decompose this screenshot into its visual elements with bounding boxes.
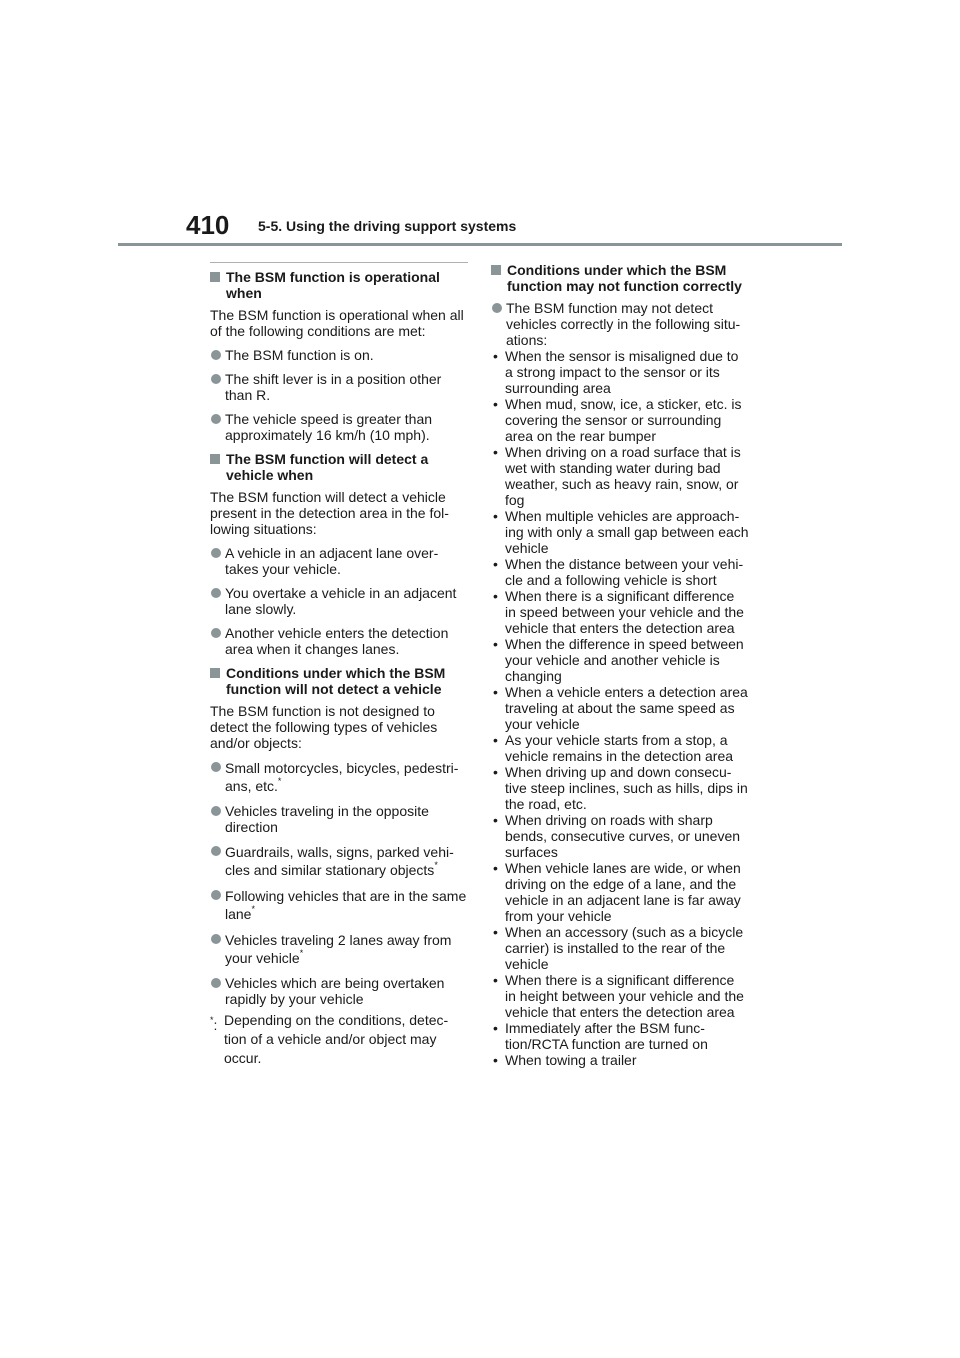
heading-may-not-function: Conditions under which the BSM function may not function correctly	[491, 262, 749, 294]
dot-bullet-icon: •	[493, 972, 498, 988]
square-bullet-icon	[210, 454, 220, 464]
list-item: The BSM function is on.	[210, 347, 468, 363]
list-item: Small motorcycles, bicycles, pedestri-ans, etc.*	[210, 759, 468, 795]
dot-bullet-icon: •	[493, 636, 498, 652]
situation-item: • When driving up and down consecu-tive steep inclines, such as hills, dips in the road, etc.	[493, 764, 748, 812]
situation-item: • When a vehicle enters a detection area traveling at about the same speed as your vehicle	[493, 684, 748, 732]
column-divider	[210, 262, 468, 263]
circle-bullet-icon	[211, 846, 221, 856]
situation-item: • When mud, snow, ice, a sticker, etc. is covering the sensor or surrounding area on the rear bumper	[493, 396, 742, 444]
dot-bullet-icon: •	[493, 444, 498, 460]
dot-bullet-icon: •	[493, 684, 498, 700]
list-item: A vehicle in an adjacent lane over-takes your vehicle.	[210, 545, 468, 577]
situation-item: • When there is a significant difference in height between your vehicle and the vehicle that enters the detection area	[493, 972, 744, 1020]
situation-item: • When driving on a road surface that is wet with standing water during bad weather, such as heavy rain, snow, or fog	[493, 444, 741, 508]
dot-bullet-icon: •	[493, 924, 498, 940]
square-bullet-icon	[210, 272, 220, 282]
dot-bullet-icon: •	[493, 588, 498, 604]
situation-item: • When the distance between your vehi-cle and a following vehicle is short	[493, 556, 744, 588]
situation-item: • When the difference in speed between your vehicle and another vehicle is changing	[493, 636, 744, 684]
square-bullet-icon	[491, 265, 501, 275]
circle-bullet-icon	[211, 978, 221, 988]
dot-bullet-icon: •	[493, 1020, 498, 1036]
circle-bullet-icon	[211, 806, 221, 816]
situation-list	[491, 348, 749, 1068]
situation-item: • When vehicle lanes are wide, or when driving on the edge of a lane, and the vehicle in an adjacent lane is far away from your vehicle	[493, 860, 741, 924]
list-item: Vehicles which are being overtaken rapidly by your vehicle	[210, 975, 468, 1007]
circle-bullet-icon	[211, 628, 221, 638]
list-item: You overtake a vehicle in an adjacent lane slowly.	[210, 585, 468, 617]
circle-bullet-icon	[211, 414, 221, 424]
list-item: Guardrails, walls, signs, parked vehi-cles and similar stationary objects*	[210, 843, 468, 879]
section-title: 5-5. Using the driving support systems	[258, 218, 517, 234]
left-column	[210, 262, 468, 1068]
list-item: The shift lever is in a position other than R.	[210, 371, 468, 403]
dot-bullet-icon: •	[493, 556, 498, 572]
dot-bullet-icon: •	[493, 860, 498, 876]
circle-bullet-icon	[211, 350, 221, 360]
heading-operational: The BSM function is operational when	[210, 269, 468, 301]
situation-item: • Immediately after the BSM func-tion/RCTA function are turned on	[493, 1020, 708, 1052]
square-bullet-icon	[210, 668, 220, 678]
list-item: Following vehicles that are in the same lane*	[210, 887, 468, 923]
circle-bullet-icon	[211, 762, 221, 772]
list-item: Another vehicle enters the detection area when it changes lanes.	[210, 625, 468, 657]
circle-bullet-icon	[211, 934, 221, 944]
situation-item: • When the sensor is misaligned due to a strong impact to the sensor or its surrounding area	[493, 348, 739, 396]
situation-item: • When towing a trailer	[493, 1052, 637, 1068]
dot-bullet-icon: •	[493, 396, 498, 412]
dot-bullet-icon: •	[493, 732, 498, 748]
situation-item: • When driving on roads with sharp bends, consecutive curves, or uneven surfaces	[493, 812, 741, 860]
dot-bullet-icon: •	[493, 1052, 498, 1068]
right-column	[491, 262, 749, 1068]
paragraph-will-detect: The BSM function will detect a vehicle present in the detection area in the fol-lowing situations:	[210, 489, 449, 537]
dot-bullet-icon: •	[493, 348, 498, 364]
situation-item: • As your vehicle starts from a stop, a vehicle remains in the detection area	[493, 732, 734, 764]
list-item: Vehicles traveling in the opposite direction	[210, 803, 468, 835]
page-number: 410	[186, 210, 230, 240]
heading-will-detect: The BSM function will detect a vehicle when	[210, 451, 468, 483]
footnote: *: Depending on the conditions, detec-tion of a vehicle and/or object may occur.	[210, 1012, 449, 1066]
heading-will-not-detect: Conditions under which the BSM function will not detect a vehicle	[210, 665, 468, 697]
situation-item: • When multiple vehicles are approach-ing with only a small gap between each vehicle	[493, 508, 749, 556]
dot-bullet-icon: •	[493, 764, 498, 780]
list-item: The BSM function may not detect vehicles correctly in the following situ-ations:	[491, 300, 749, 348]
situation-item: • When there is a significant difference in speed between your vehicle and the vehicle that enters the detection area	[493, 588, 744, 636]
header-divider	[118, 243, 842, 246]
circle-bullet-icon	[211, 374, 221, 384]
paragraph-will-not-detect: The BSM function is not designed to detect the following types of vehicles and/or objects:	[210, 703, 438, 751]
list-item: The vehicle speed is greater than approximately 16 km/h (10 mph).	[210, 411, 468, 443]
list-item: Vehicles traveling 2 lanes away from your vehicle*	[210, 931, 468, 967]
dot-bullet-icon: •	[493, 812, 498, 828]
circle-bullet-icon	[211, 588, 221, 598]
circle-bullet-icon	[492, 303, 502, 313]
situation-item: • When an accessory (such as a bicycle carrier) is installed to the rear of the vehicle	[493, 924, 744, 972]
dot-bullet-icon: •	[493, 508, 498, 524]
paragraph-operational: The BSM function is operational when all of the following conditions are met:	[210, 307, 464, 339]
circle-bullet-icon	[211, 548, 221, 558]
circle-bullet-icon	[211, 890, 221, 900]
